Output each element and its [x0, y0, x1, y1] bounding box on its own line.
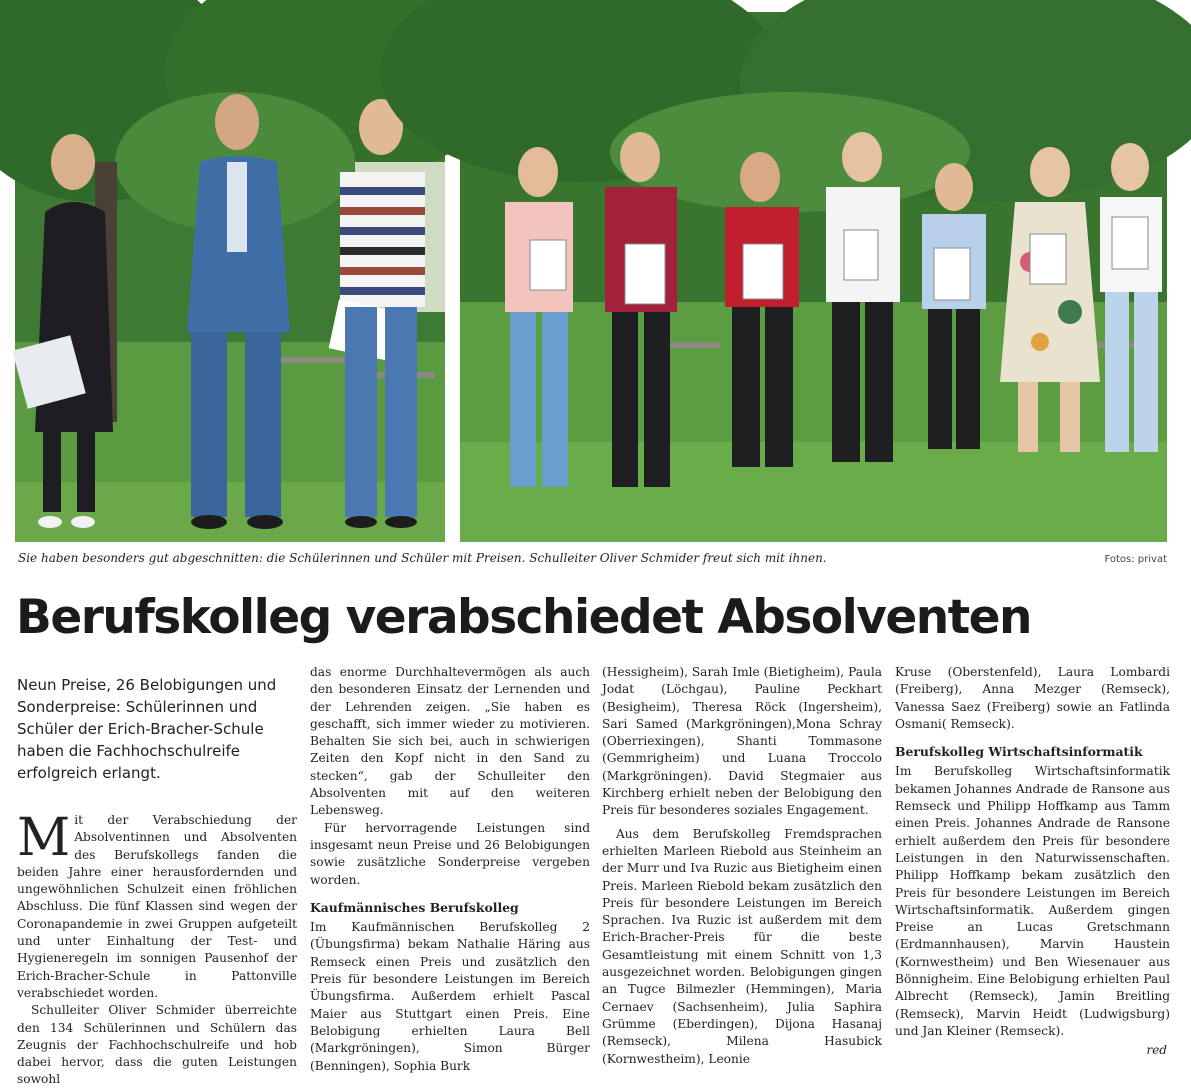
article-column-2	[310, 664, 590, 1073]
article-headline: Berufskolleg verabschiedet Absolventen	[16, 590, 1032, 645]
dropcap: M	[17, 808, 71, 868]
article-paragraph: Aus dem Berufskolleg Fremdsprachen erhielten Marleen Riebold aus Steinheim an der Murr und Iva Ruzic aus Bietigheim einen Preis. Marleen Riebold bekam zusätzlich den Preis für besondere Leistungen im Bereich Sprachen. Iva Ruzic ist außerdem mit dem Erich-Bracher-Preis für die beste Gesamtleistung mit einem Schnitt von 1,3 ausgezeichnet worden. Belobigungen gingen an Tugce Bilmezler (Hemmingen), Maria Cernaev (Sachsenheim), Julia Saphira Grümme (Eberdingen), Dijona Hasanaj (Remseck), Milena Hasubick (Kornwestheim), Leonie	[602, 826, 882, 1066]
article-paragraph	[17, 808, 297, 1002]
article-column-3	[602, 664, 882, 1064]
author-signature: red	[1146, 1043, 1167, 1057]
photo-principal-with-graduates	[15, 12, 445, 542]
photo-caption: Sie haben besonders gut abgeschnitten: die Schülerinnen und Schüler mit Preisen. Schulleiter Oliver Schmider freut sich mit ihnen.	[18, 551, 827, 565]
paragraph-text: it der Verabschiedung der Absolventinnen und Absolventen des Berufskollegs fanden die beiden Jahre einer herausfordernden und ungewöhnlichen Schulzeit einen fröhlichen Abschluss. Die fünf Klassen sind wegen der Coronapandemie in zwei Gruppen aufgeteilt und unter Einhaltung der Test- und Hygieneregeln im sonnigen Pausenhof der Erich-Bracher-Schule in Pattonville verabschiedet worden.	[17, 813, 297, 1000]
photo-right-image	[460, 12, 1167, 542]
article-column-4	[895, 664, 1170, 1064]
article-lead: Neun Preise, 26 Belobigungen und Sonderpreise: Schülerinnen und Schüler der Erich-Bracher-Schule haben die Fachhochschulreife erfolgreich erlangt.	[17, 676, 277, 782]
article-column-1	[17, 664, 297, 1087]
photo-credit: Fotos: privat	[1104, 554, 1167, 565]
article-paragraph: Kruse (Oberstenfeld), Laura Lombardi (Freiberg), Anna Mezger (Remseck), Vanessa Saez (Freiberg) sowie an Fatlinda Osmani( Remseck).	[895, 665, 1170, 731]
article-paragraph: Schulleiter Oliver Schmider überreichte den 134 Schülerinnen und Schülern das Zeugnis der Fachhochschulreife und hob dabei hervor, dass die guten Leistungen sowohl	[17, 1003, 297, 1087]
section-heading-kaufmaennisch: Kaufmännisches Berufskolleg	[310, 899, 519, 915]
photo-left-image	[15, 12, 445, 542]
article-paragraph: Im Berufskolleg Wirtschaftsinformatik bekamen Johannes Andrade de Ransone aus Remseck und Philipp Hoffkamp aus Tamm einen Preis. Johannes Andrade de Ransone erhielt außerdem den Preis für besondere Leistungen in den Naturwissenschaften. Philipp Hoffkamp bekam zusätzlich den Preis für besondere Leistungen im Bereich Wirtschaftsinformatik. Außerdem gingen Preise an Lucas Gretschmann (Erdmannhausen), Marvin Haustein (Kornwestheim) und Ben Wiesenauer aus Bönnigheim. Eine Belobigung erhielten Paul Albrecht (Remseck), Jamin Breitling (Remseck), Marvin Heidt (Ludwigsburg) und Jan Kleiner (Remseck).	[895, 764, 1170, 1038]
article-paragraph: (Hessigheim), Sarah Imle (Bietigheim), Paula Jodat (Löchgau), Pauline Peckhart (Besigheim), Theresa Röck (Ingersheim), Sari Samed (Markgröningen),Mona Schray (Oberriexingen), Shanti Tommasone (Gemmrigheim) und Luana Troccolo (Markgröningen). David Stegmaier aus Kirchberg erhielt neben der Belobigung den Preis für besonderes soziales Engagement.	[602, 665, 882, 818]
article-paragraph: das enorme Durchhaltevermögen als auch den besonderen Einsatz der Lernenden und der Lehrenden zeigen. „Sie haben es geschafft, sich immer wieder zu motivieren. Behalten Sie sich bei, auch in schwierigen Zeiten den Kopf nicht in den Sand zu stecken“, gab der Schulleiter den Absolventen mit auf den weiteren Lebensweg.	[310, 665, 590, 818]
article-paragraph: Für hervorragende Leistungen sind insgesamt neun Preise und 26 Belobigungen sowie zusätzliche Sonderpreise vergeben worden.	[310, 820, 590, 887]
section-heading-wirtschaftsinformatik: Berufskolleg Wirtschaftsinformatik	[895, 744, 1143, 760]
photo-award-winners	[460, 12, 1167, 542]
article-paragraph: Im Kaufmännischen Berufskolleg 2 (Übungsfirma) bekam Nathalie Häring aus Remseck einen Preis und zusätzlich den Preis für besondere Leistungen im Bereich Übungsfirma. Außerdem erhielt Pascal Maier aus Stuttgart einen Preis. Eine Belobigung erhielten Laura Bell (Markgröningen), Simon Bürger (Benningen), Sophia Burk	[310, 920, 590, 1073]
